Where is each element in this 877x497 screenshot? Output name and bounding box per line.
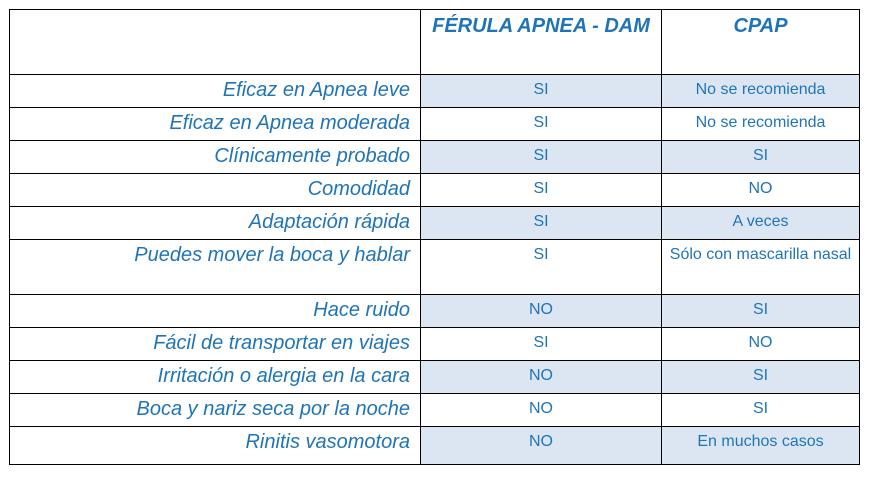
row-cpap-value: A veces: [662, 207, 860, 240]
row-criterion: Hace ruido: [10, 295, 421, 328]
row-dam-value: SI: [421, 328, 662, 361]
row-dam-value: NO: [421, 427, 662, 465]
row-cpap-value: Sólo con mascarilla nasal: [662, 240, 860, 295]
row-dam-value: SI: [421, 207, 662, 240]
row-cpap-value: NO: [662, 174, 860, 207]
table-row: [10, 174, 860, 207]
row-criterion: Fácil de transportar en viajes: [10, 328, 421, 361]
table-row: [10, 141, 860, 174]
row-cpap-value: No se recomienda: [662, 108, 860, 141]
row-criterion: Eficaz en Apnea leve: [10, 75, 421, 108]
row-cpap-value: No se recomienda: [662, 75, 860, 108]
row-criterion: Eficaz en Apnea moderada: [10, 108, 421, 141]
row-criterion: Irritación o alergia en la cara: [10, 361, 421, 394]
table-row: [10, 75, 860, 108]
table-row: [10, 394, 860, 427]
row-criterion: Adaptación rápida: [10, 207, 421, 240]
row-dam-value: SI: [421, 240, 662, 295]
header-cpap: CPAP: [662, 10, 860, 75]
table-row: [10, 207, 860, 240]
row-cpap-value: SI: [662, 141, 860, 174]
row-criterion: Boca y nariz seca por la noche: [10, 394, 421, 427]
row-cpap-value: NO: [662, 328, 860, 361]
table-row: [10, 108, 860, 141]
row-cpap-value: SI: [662, 394, 860, 427]
row-dam-value: NO: [421, 295, 662, 328]
table-row: [10, 328, 860, 361]
header-criterion-cell: [10, 10, 421, 75]
row-dam-value: NO: [421, 394, 662, 427]
table-row: [10, 240, 860, 295]
row-dam-value: SI: [421, 141, 662, 174]
comparison-table: [9, 9, 860, 465]
table-row: [10, 427, 860, 465]
table-row: [10, 361, 860, 394]
row-cpap-value: SI: [662, 361, 860, 394]
header-dam: FÉRULA APNEA - DAM: [421, 10, 662, 75]
row-criterion: Comodidad: [10, 174, 421, 207]
row-dam-value: NO: [421, 361, 662, 394]
header-row: [10, 10, 860, 75]
row-dam-value: SI: [421, 174, 662, 207]
row-dam-value: SI: [421, 108, 662, 141]
row-criterion: Puedes mover la boca y hablar: [10, 240, 421, 295]
table-row: [10, 295, 860, 328]
row-criterion: Rinitis vasomotora: [10, 427, 421, 465]
row-cpap-value: En muchos casos: [662, 427, 860, 465]
row-cpap-value: SI: [662, 295, 860, 328]
row-dam-value: SI: [421, 75, 662, 108]
row-criterion: Clínicamente probado: [10, 141, 421, 174]
